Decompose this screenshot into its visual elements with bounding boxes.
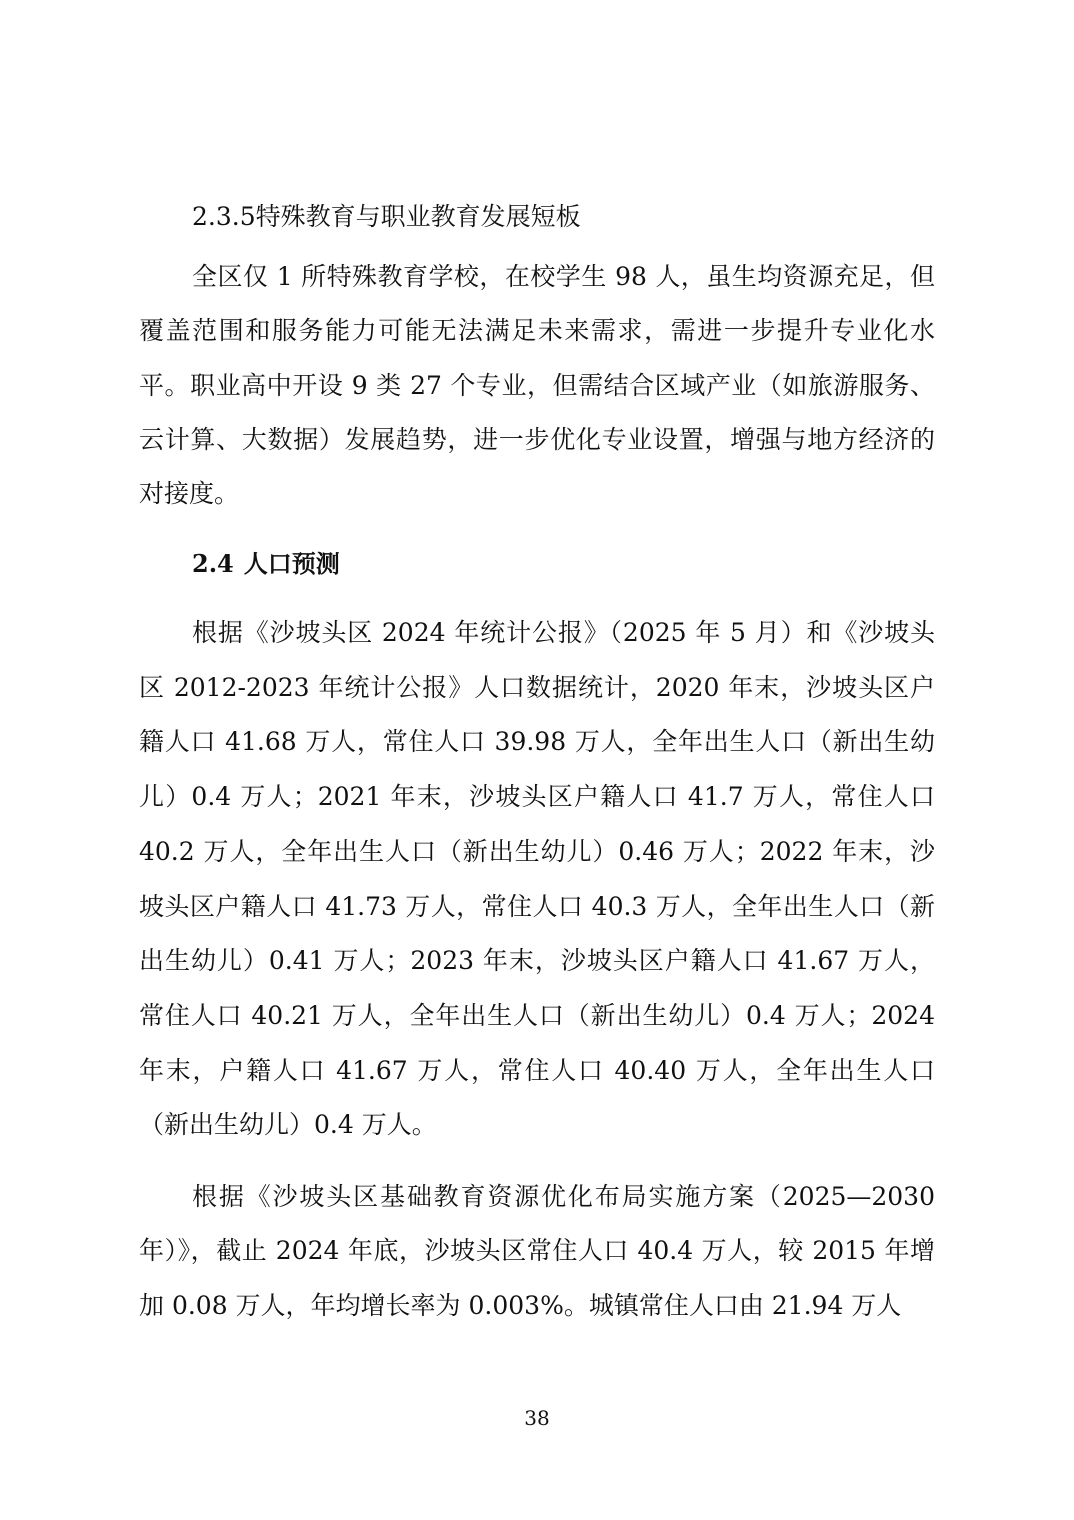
section-number: 2.4 (192, 549, 234, 578)
body-paragraph: 根据《沙坡头区 2024 年统计公报》（2025 年 5 月）和《沙坡头区 2012-2023 年统计公报》人口数据统计，2020 年末，沙坡头区户籍人口 41.68 万人，常住人口 39.98 万人，全年出生人口（新出生幼儿）0.4 万人；2021 年末，沙坡头区户籍人口 41.7 万人，常住人口 40.2 万人，全年出生人口（新出生幼儿）0.46 万人；2022 年末，沙坡头区户籍人口 41.73 万人，常住人口 40.3 万人，全年出生人口（新出生幼儿）0.41 万人；2023 年末，沙坡头区户籍人口 41.67 万人，常住人口 40.21 万人，全年出生人口（新出生幼儿）0.4 万人；2024 年末，户籍人口 41.67 万人，常住人口 40.40 万人，全年出生人口（新出生幼儿）0.4 万人。 (139, 618, 935, 1140)
section-title: 特殊教育与职业教育发展短板 (255, 202, 581, 231)
section-heading-2-4 (192, 548, 340, 580)
section-number: 2.3.5 (192, 202, 256, 231)
body-paragraph: 根据《沙坡头区基础教育资源优化布局实施方案（2025—2030 年）》，截止 2024 年底，沙坡头区常住人口 40.4 万人，较 2015 年增加 0.08 万人，年均增长率为 0.003%。城镇常住人口由 21.94 万人 (139, 1182, 935, 1320)
section-title: 人口预测 (243, 549, 340, 578)
body-paragraph: 全区仅 1 所特殊教育学校，在校学生 98 人，虽生均资源充足，但覆盖范围和服务能力可能无法满足未来需求，需进一步提升专业化水平。职业高中开设 9 类 27 个专业，但需结合区域产业（如旅游服务、云计算、大数据）发展趋势，进一步优化专业设置，增强与地方经济的对接度。 (139, 262, 935, 509)
section-heading-2-3-5 (192, 201, 581, 233)
page-number: 38 (524, 1406, 550, 1430)
